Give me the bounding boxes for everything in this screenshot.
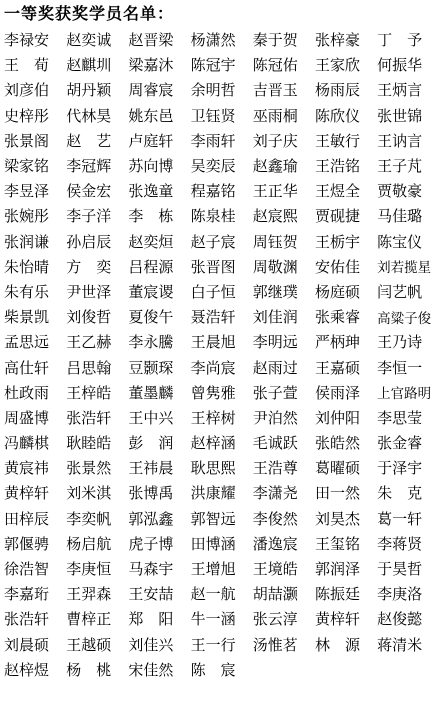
student-name: 李庚恒 [66,560,112,579]
student-name: 高粱子俊 [377,310,432,327]
student-name: 侯雨泽 [314,383,360,402]
student-name: 赵子宸 [190,232,236,251]
student-name: 王栃宇 [314,232,360,251]
student-name: 赵俊懿 [377,610,423,629]
student-name: 李奕帆 [66,509,112,528]
list-heading: 一等奖获奖学员名单： [4,4,175,23]
student-name: 代林昊 [66,106,112,125]
student-name: 张浩轩 [66,408,112,427]
student-name: 陈欣仪 [314,106,360,125]
student-name: 牛一涵 [190,610,236,629]
student-name: 耿思熙 [190,459,236,478]
student-name: 严柄珅 [314,333,360,352]
student-name: 李嘉珩 [4,585,50,604]
winner-name-list [4,27,441,682]
student-name: 洪康耀 [190,484,236,503]
student-name: 刘子庆 [252,131,298,150]
student-name: 张金睿 [377,434,423,453]
student-name: 张云淳 [252,610,298,629]
student-name: 赵雨过 [252,358,298,377]
student-name: 聂浩轩 [190,308,236,327]
student-name: 梁嘉沐 [128,56,174,75]
name-row [4,430,441,455]
student-name: 董墨麟 [128,383,174,402]
student-name: 周盛博 [4,408,50,427]
student-name: 吕程源 [128,257,174,276]
student-name: 梁家铭 [4,157,50,176]
student-name: 徐浩智 [4,560,50,579]
student-name: 葛一轩 [377,509,423,528]
student-name: 王讷言 [377,131,423,150]
name-row [4,77,441,102]
student-name: 杜政雨 [4,383,50,402]
name-row [4,178,441,203]
student-name: 王乙赫 [66,333,112,352]
student-name: 杨 桃 [66,660,112,679]
student-name: 王炳言 [377,81,423,100]
student-name: 王越硕 [66,635,112,654]
student-name: 刘仲阳 [314,408,360,427]
name-row [4,103,441,128]
name-row [4,480,441,505]
student-name: 苏向博 [128,157,174,176]
student-name: 闫艺帆 [377,282,423,301]
student-name: 李蒋贤 [377,534,423,553]
student-name: 郭继璞 [252,282,298,301]
name-row [4,52,441,77]
student-name: 张婉彤 [4,207,50,226]
student-name: 尹世泽 [66,282,112,301]
student-name: 程嘉铭 [190,182,236,201]
student-name: 陈 宸 [190,660,236,679]
student-name: 朱有乐 [4,282,50,301]
student-name: 张浩轩 [4,610,50,629]
student-name: 杨启航 [66,534,112,553]
student-name: 周钰贺 [252,232,298,251]
student-name: 汤惟茗 [252,635,298,654]
student-name: 黄宸祎 [4,459,50,478]
student-name: 宋佳然 [128,660,174,679]
student-name: 赵麒圳 [66,56,112,75]
student-name: 夏俊午 [128,308,174,327]
student-name: 赵 艺 [66,131,112,150]
student-name: 杨庭硕 [314,282,360,301]
student-name: 赵奕烜 [128,232,174,251]
student-name: 吴奕辰 [190,157,236,176]
student-name: 王羿森 [66,585,112,604]
student-name: 柴景凯 [4,308,50,327]
student-name: 丁 予 [377,31,423,50]
student-name: 张乘睿 [314,308,360,327]
name-row [4,606,441,631]
name-row [4,229,441,254]
student-name: 王中兴 [128,408,174,427]
student-name: 田梓辰 [4,509,50,528]
name-row [4,128,441,153]
student-name: 陈泉桂 [190,207,236,226]
student-name: 李潇尧 [252,484,298,503]
student-name: 王 荀 [4,56,50,75]
student-name: 王晨旭 [190,333,236,352]
name-row [4,581,441,606]
student-name: 曹梓正 [66,610,112,629]
student-name: 史梓彤 [4,106,50,125]
student-name: 王子芃 [377,157,423,176]
student-name: 蒋清米 [377,635,423,654]
student-name: 刘若揽星 [377,260,432,277]
name-row [4,405,441,430]
student-name: 方 奕 [66,257,112,276]
student-name: 田博涵 [190,534,236,553]
student-name: 陈冠佑 [252,56,298,75]
student-name: 于泽宇 [377,459,423,478]
student-name: 田一然 [314,484,360,503]
name-row [4,153,441,178]
student-name: 王安喆 [128,585,174,604]
student-name: 李明远 [252,333,298,352]
student-name: 张逸童 [128,182,174,201]
student-name: 冯麟棋 [4,434,50,453]
student-name: 刘俊哲 [66,308,112,327]
student-name: 白子恒 [190,282,236,301]
student-name: 刘昊杰 [314,509,360,528]
name-row [4,254,441,279]
student-name: 王煜全 [314,182,360,201]
student-name: 葛曜硕 [314,459,360,478]
name-row [4,531,441,556]
name-row [4,506,441,531]
student-name: 郑 阳 [128,610,174,629]
student-name: 尹泊然 [252,408,298,427]
student-name: 王梓树 [190,408,236,427]
student-name: 孟思远 [4,333,50,352]
student-name: 张晋图 [190,257,236,276]
student-name: 黄梓轩 [4,484,50,503]
student-name: 李恒一 [377,358,423,377]
student-name: 陈振廷 [314,585,360,604]
student-name: 李冠辉 [66,157,112,176]
student-name: 曾隽雅 [190,383,236,402]
student-name: 黄梓轩 [314,610,360,629]
student-name: 周睿宸 [128,81,174,100]
student-name: 王家欣 [314,56,360,75]
student-name: 王祎晨 [128,459,174,478]
student-name: 王浩铭 [314,157,360,176]
student-name: 潘逸宸 [252,534,298,553]
name-row [4,556,441,581]
name-row [4,329,441,354]
student-name: 朱 克 [377,484,423,503]
student-name: 卢庭轩 [128,131,174,150]
student-name: 豆颢琛 [128,358,174,377]
student-name: 王浩尊 [252,459,298,478]
student-name: 董宸谡 [128,282,174,301]
student-name: 卫钰贤 [190,106,236,125]
student-name: 刘米淇 [66,484,112,503]
student-name: 王正华 [252,182,298,201]
student-name: 杨雨辰 [314,81,360,100]
student-name: 王乃诗 [377,333,423,352]
student-name: 刘佳润 [252,308,298,327]
student-name: 刘晨硕 [4,635,50,654]
student-name: 贾砚捷 [314,207,360,226]
student-name: 秦于贺 [252,31,298,50]
student-name: 张皓然 [314,434,360,453]
name-row [4,27,441,52]
student-name: 王境皓 [252,560,298,579]
student-name: 安佑佳 [314,257,360,276]
student-name: 李 栋 [128,207,174,226]
student-name: 赵宸熙 [252,207,298,226]
student-name: 上官路明 [377,386,432,403]
student-name: 陈宝仪 [377,232,423,251]
student-name: 张子萱 [252,383,298,402]
student-name: 张景然 [66,459,112,478]
student-name: 张景阁 [4,131,50,150]
student-name: 李庚洛 [377,585,423,604]
name-row [4,354,441,379]
name-row [4,657,441,682]
student-name: 王梓皓 [66,383,112,402]
student-name: 周敬渊 [252,257,298,276]
student-name: 高仕轩 [4,358,50,377]
student-name: 郭偃骋 [4,534,50,553]
student-name: 李思莹 [377,408,423,427]
student-name: 贾敬豪 [377,182,423,201]
name-row [4,632,441,657]
student-name: 朱怡晴 [4,257,50,276]
student-name: 刘彦伯 [4,81,50,100]
student-name: 张博禹 [128,484,174,503]
student-name: 王敏行 [314,131,360,150]
student-name: 胡丹颖 [66,81,112,100]
student-name: 李雨轩 [190,131,236,150]
student-name: 吉晋玉 [252,81,298,100]
student-name: 马森宇 [128,560,174,579]
student-name: 虎子博 [128,534,174,553]
student-name: 赵一航 [190,585,236,604]
name-row [4,203,441,228]
student-name: 李昱泽 [4,182,50,201]
student-name: 郭润泽 [314,560,360,579]
student-name: 何振华 [377,56,423,75]
student-name: 赵奕诚 [66,31,112,50]
student-name: 马佳璐 [377,207,423,226]
student-name: 胡喆灏 [252,585,298,604]
student-name: 毛诚跃 [252,434,298,453]
student-name: 姚东邑 [128,106,174,125]
student-name: 侯金宏 [66,182,112,201]
student-name: 赵梓涵 [190,434,236,453]
student-name: 赵晋梁 [128,31,174,50]
name-row [4,304,441,329]
student-name: 巫雨桐 [252,106,298,125]
student-name: 赵鑫瑜 [252,157,298,176]
student-name: 张润谦 [4,232,50,251]
student-name: 张梓豪 [314,31,360,50]
student-name: 李禄安 [4,31,50,50]
student-name: 郭泓鑫 [128,509,174,528]
student-name: 李子洋 [66,207,112,226]
student-name: 陈冠宇 [190,56,236,75]
student-name: 耿睦皓 [66,434,112,453]
name-row [4,380,441,405]
student-name: 李永騰 [128,333,174,352]
student-name: 郭智远 [190,509,236,528]
student-name: 李尚宸 [190,358,236,377]
student-name: 杨潇然 [190,31,236,50]
name-row [4,455,441,480]
student-name: 林 源 [314,635,360,654]
student-name: 李俊然 [252,509,298,528]
student-name: 王一行 [190,635,236,654]
student-name: 孙启辰 [66,232,112,251]
student-name: 赵梓煜 [4,660,50,679]
student-name: 王嘉硕 [314,358,360,377]
student-name: 王玺铭 [314,534,360,553]
student-name: 彭 润 [128,434,174,453]
student-name: 于昊哲 [377,560,423,579]
name-row [4,279,441,304]
student-name: 张世锦 [377,106,423,125]
student-name: 刘佳兴 [128,635,174,654]
student-name: 王增旭 [190,560,236,579]
student-name: 余明哲 [190,81,236,100]
student-name: 吕思翰 [66,358,112,377]
